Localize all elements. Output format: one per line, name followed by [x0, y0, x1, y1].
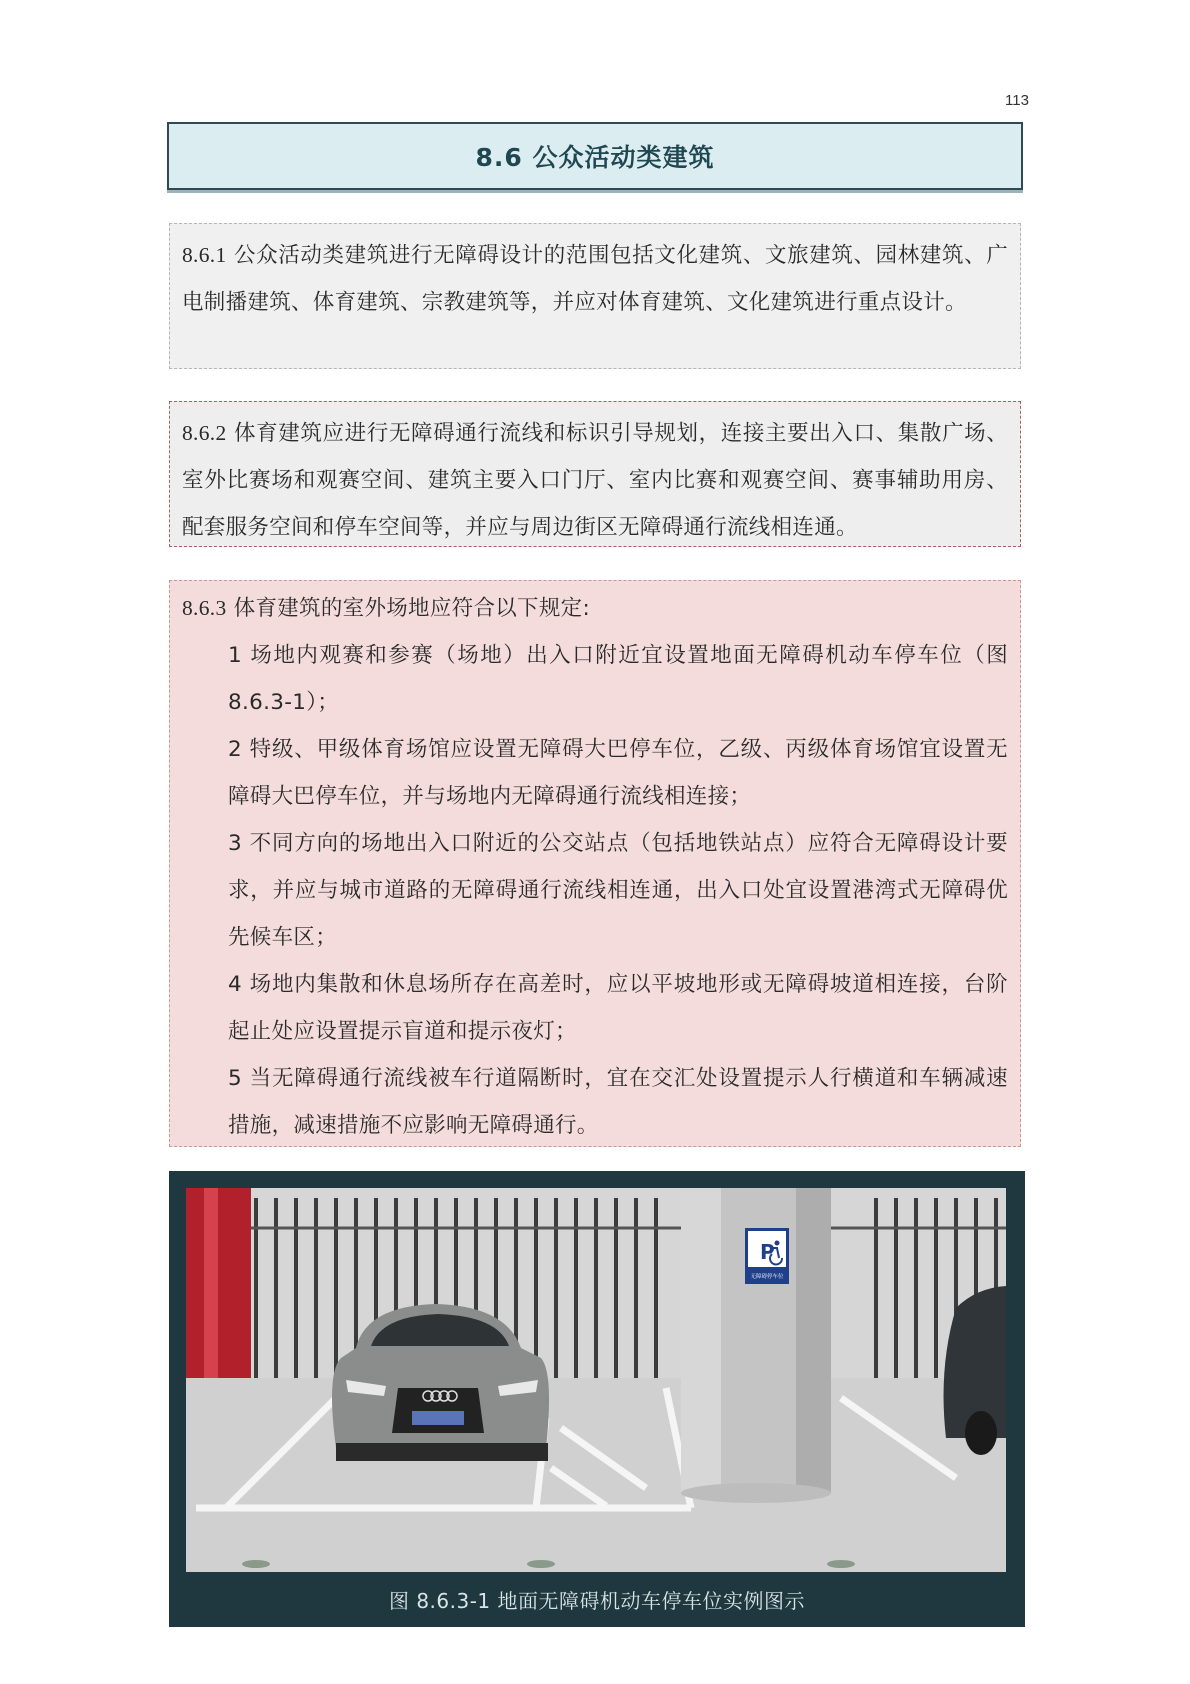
floor: [186, 1378, 1006, 1572]
page-number: 113: [1005, 92, 1029, 109]
item-number: 5: [228, 1066, 242, 1091]
item-text: 场地内集散和休息场所存在高差时，应以平坡地形或无障碍坡道相连接，台阶起止处应设置提示盲道和提示夜灯；: [228, 972, 1008, 1044]
clause-item: [182, 820, 1008, 961]
item-number: 4: [228, 972, 242, 997]
accessible-parking-sign: [745, 1228, 789, 1284]
clause-8-6-3: [169, 580, 1021, 1147]
item-text: 场地内观赛和参赛（场地）出入口附近宜设置地面无障碍机动车停车位（图 8.6.3-1）；: [228, 643, 1009, 715]
clause-intro-text: 体育建筑的室外场地应符合以下规定:: [233, 596, 590, 621]
parking-illustration: [186, 1188, 1006, 1572]
clause-intro: [182, 585, 1008, 632]
clause-number: 8.6.1: [182, 243, 227, 267]
item-number: 1: [228, 643, 242, 668]
clause-text: 公众活动类建筑进行无障碍设计的范围包括文化建筑、文旅建筑、园林建筑、广电制播建筑、体育建筑、宗教建筑等，并应对体育建筑、文化建筑进行重点设计。: [182, 243, 1008, 315]
red-wall: [186, 1188, 251, 1393]
item-text: 特级、甲级体育场馆应设置无障碍大巴停车位，乙级、丙级体育场馆宜设置无障碍大巴停车位，并与场地内无障碍通行流线相连接；: [228, 737, 1008, 809]
clause-text: 体育建筑应进行无障碍通行流线和标识引导规划，连接主要出入口、集散广场、室外比赛场和观赛空间、建筑主要入口门厅、室内比赛和观赛空间、赛事辅助用房、配套服务空间和停车空间等，并应与周边街区无障碍通行流线相连通。: [182, 421, 1008, 540]
clause-8-6-2: [169, 401, 1021, 547]
figure-frame: [169, 1171, 1025, 1627]
clause-number: 8.6.3: [182, 596, 227, 620]
item-number: 2: [228, 737, 242, 762]
figure-caption: 图 8.6.3-1 地面无障碍机动车停车位实例图示: [388, 1589, 806, 1613]
car-grille: [392, 1388, 484, 1433]
parking-photo: [186, 1188, 1006, 1572]
section-title: 8.6 公众活动类建筑: [475, 143, 715, 172]
clause-number: 8.6.2: [182, 421, 227, 445]
section-header: [167, 122, 1023, 190]
clause-item: [182, 726, 1008, 820]
clause-item: [182, 1055, 1008, 1149]
item-text: 当无障碍通行流线被车行道隔断时，宜在交汇处设置提示人行横道和车辆减速措施，减速措施不应影响无障碍通行。: [228, 1066, 1008, 1138]
clause-8-6-1: [169, 223, 1021, 369]
item-number: 3: [228, 831, 242, 856]
sign-symbol: P: [760, 1240, 775, 1264]
clause-item: [182, 961, 1008, 1055]
item-text: 不同方向的场地出入口附近的公交站点（包括地铁站点）应符合无障碍设计要求，并应与城市道路的无障碍通行流线相连通，出入口处宜设置港湾式无障碍优先候车区；: [228, 831, 1008, 950]
sign-label: 无障碍停车位: [750, 1274, 784, 1280]
license-plate: [412, 1411, 464, 1425]
clause-item: [182, 632, 1008, 726]
